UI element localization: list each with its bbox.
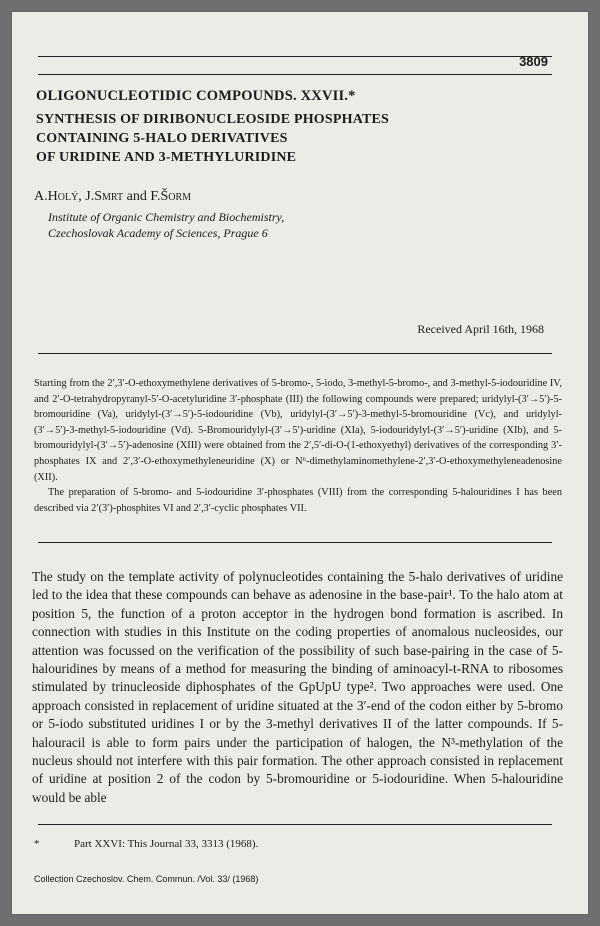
affiliation: [48, 209, 284, 241]
author-name: Holý: [47, 189, 79, 204]
author-separator: and F.: [123, 189, 161, 204]
author-initial: A.: [34, 189, 48, 204]
abstract-top-rule: [38, 353, 552, 354]
abstract-paragraph: The preparation of 5-bromo- and 5-iodouridine 3′-phosphates (VIII) from the corresponding 5-halouridines I has been described via 2′(3′)-phosphites VI and 2′,3′-cyclic phosphates VII.: [34, 487, 562, 514]
footnote-rule: [38, 824, 552, 825]
journal-footer: Collection Czechoslov. Chem. Commun. /Vol. 33/ (1968): [34, 874, 259, 884]
journal-page: [12, 12, 588, 914]
authors: [34, 189, 191, 205]
footnote: [34, 838, 258, 850]
top-rule: [38, 56, 552, 57]
author-separator: , J.: [78, 189, 95, 204]
series-title: OLIGONUCLEOTIDIC COMPOUNDS. XXVII.*: [36, 88, 356, 104]
article-subtitle: [36, 110, 389, 167]
affiliation-line: Czechoslovak Academy of Sciences, Prague 6: [48, 226, 268, 240]
affiliation-line: Institute of Organic Chemistry and Biochemistry,: [48, 210, 285, 224]
author-name: Smrt: [94, 189, 124, 204]
footnote-mark: *: [34, 838, 40, 850]
body-paragraph: The study on the template activity of polynucleotides containing the 5-halo derivatives of uridine led to the idea that these compounds can behave as adenosine in the base-pair¹. To the halo atom at position 5, the function of a proton acceptor in the hydrogen bond formation is ascribed. In connection with studies in this Institute on the coding properties of anomalous nucleosides, our attention was focussed on the verification of the possibility of such base-pairing in the case of 5-halouridines by means of a method for measuring the binding of aminoacyl-t-RNA to ribosomes stimulated by trinucleoside diphosphates of the GpUpU type². Two approaches were used. One approach consisted in replacement of uridine situated at the 3′-end of the codon either by 5-bromo or 5-iodo substituted uridines I or by the 3-methyl derivatives II of the latter compounds. If 5-halouracil is able to form pairs under the participation of halogen, the N³-methylation of the nucleus should not interfere with this pair formation. The other approach consisted in replacement of uridine at position 2 of the codon by 5-bromouridine or 5-iodouridine. When 5-halouridine would be able: [32, 569, 563, 805]
abstract-bottom-rule: [38, 542, 552, 543]
subtitle-line: OF URIDINE AND 3-METHYLURIDINE: [36, 150, 297, 165]
header-rule: [38, 74, 552, 75]
abstract-paragraph: Starting from the 2′,3′-O-ethoxymethylene derivatives of 5-bromo-, 5-iodo, 3-methyl-5-bromo-, and 3-methyl-5-iodouridine IV, and 2′-O-tetrahydropyranyl-5′-O-acetyluridine 3′-phosphate (III) the following compounds were prepared; uridylyl-(3′→5′)-5-bromouridine (Va), uridylyl-(3′→5′)-5-iodouridine (Vb), uridylyl-(3′→5′)-3-methyl-5-bromouridine (Vc), and uridylyl-(3′→5′)-3-methyl-5-iodouridine (Vd). 5-Bromouridylyl-(3′→5′)-uridine (XIa), 5-iodouridylyl-(3′→5′)-uridine (XIb), and 5-bromouridylyl-(3′→5′)-adenosine (XIII) were obtained from the 2′,5′-di-O-(1-ethoxyethyl) derivatives of the corresponding 3′-phosphates IX and 2′,3′-O-ethoxymethyleneuridine (X) or N⁶-dimethylaminomethylene-2′,3′-O-ethoxymethyleneadenosine (XII).: [34, 378, 562, 483]
author-name: Šorm: [160, 189, 192, 204]
footnote-text: Part XXVI: This Journal 33, 3313 (1968).: [74, 838, 259, 850]
body-text: [32, 568, 563, 807]
subtitle-line: SYNTHESIS OF DIRIBONUCLEOSIDE PHOSPHATES: [36, 112, 390, 127]
subtitle-line: CONTAINING 5-HALO DERIVATIVES: [36, 131, 288, 146]
abstract: [34, 376, 562, 516]
received-date: Received April 16th, 1968: [417, 322, 544, 336]
page-number: 3809: [519, 54, 548, 69]
